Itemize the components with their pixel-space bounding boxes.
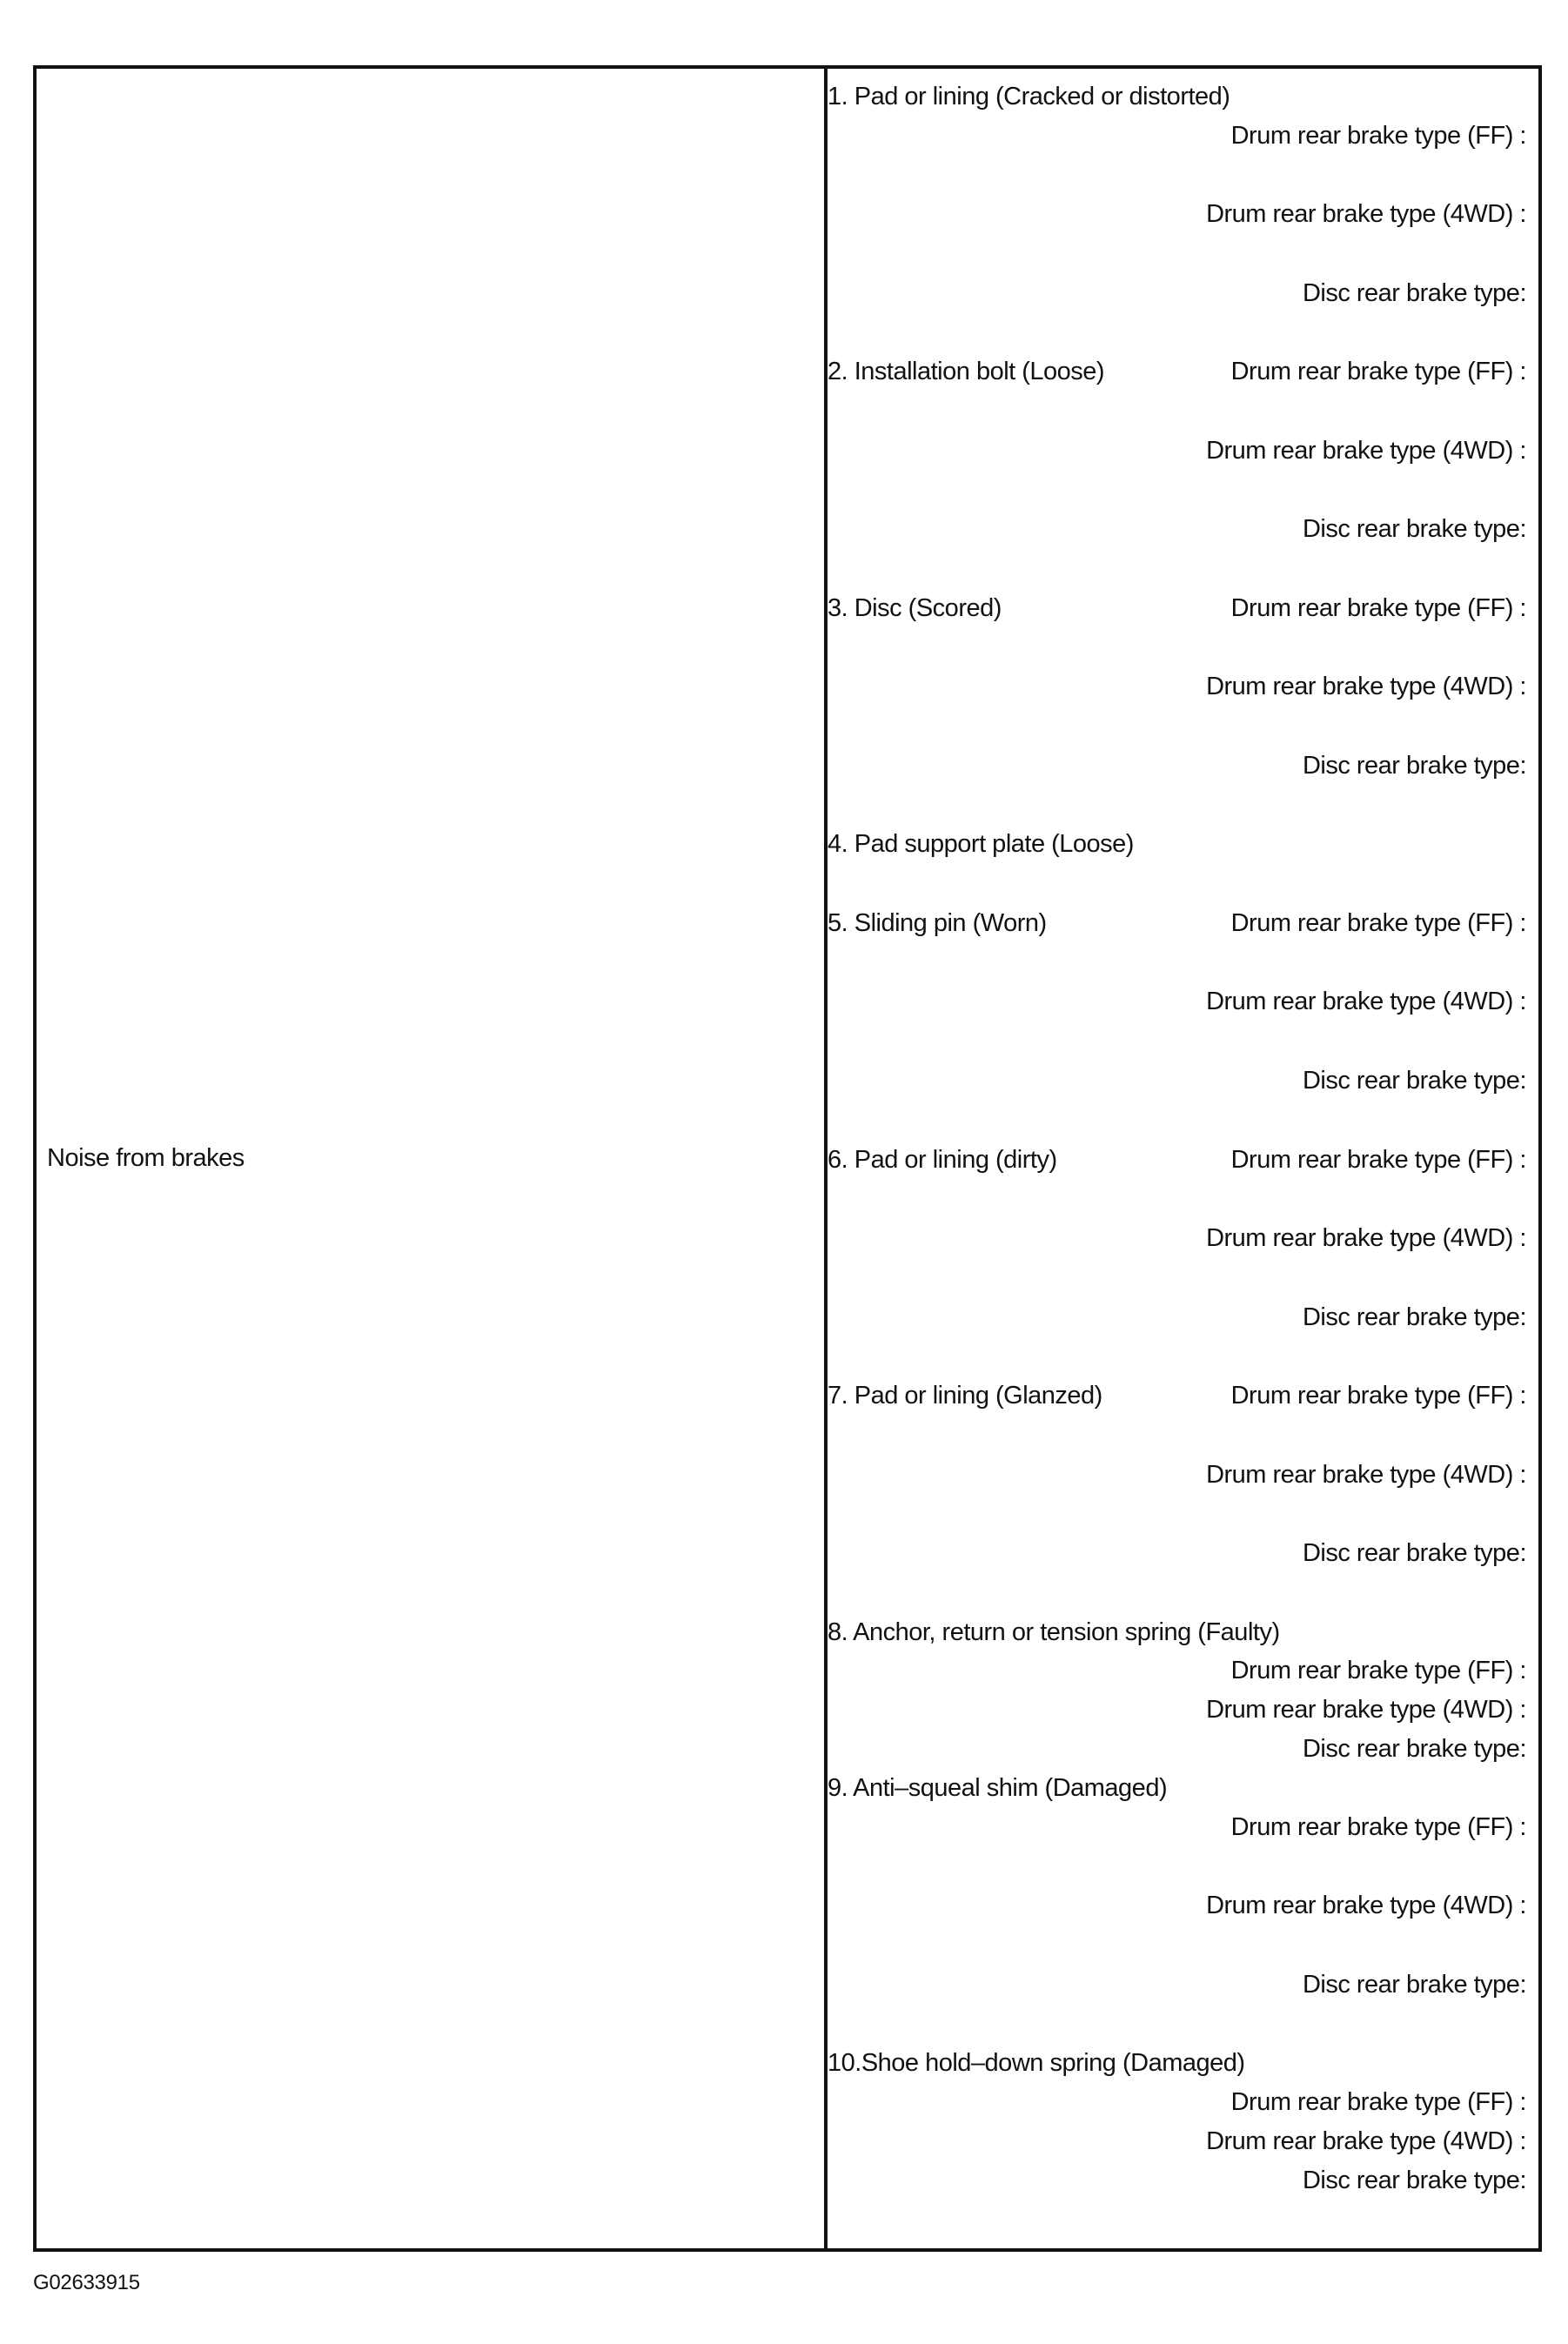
cause-3-type-ff: Drum rear brake type (FF) : — [1230, 594, 1526, 622]
cause-5-type-disc: Disc rear brake type: — [1302, 1067, 1526, 1095]
cause-8-label: 8. Anchor, return or tension spring (Faulty) — [828, 1618, 1280, 1646]
cause-3-type-4wd: Drum rear brake type (4WD) : — [1206, 673, 1526, 700]
cause-7-type-4wd: Drum rear brake type (4WD) : — [1206, 1461, 1526, 1489]
troubleshooting-table — [33, 65, 1542, 2252]
cause-10-label: 10.Shoe hold–down spring (Damaged) — [828, 2049, 1245, 2077]
cause-8-type-4wd: Drum rear brake type (4WD) : — [1206, 1696, 1526, 1724]
cause-5-label: 5. Sliding pin (Worn) — [828, 909, 1047, 937]
cause-5-type-ff: Drum rear brake type (FF) : — [1230, 909, 1526, 937]
cause-1-type-4wd: Drum rear brake type (4WD) : — [1206, 200, 1526, 228]
cause-6-label: 6. Pad or lining (dirty) — [828, 1146, 1057, 1174]
cause-7-type-ff: Drum rear brake type (FF) : — [1230, 1382, 1526, 1410]
figure-id: G02633915 — [33, 2271, 140, 2294]
cause-8-type-ff: Drum rear brake type (FF) : — [1230, 1657, 1526, 1684]
cause-2-type-ff: Drum rear brake type (FF) : — [1230, 358, 1526, 385]
cause-2-label: 2. Installation bolt (Loose) — [828, 358, 1105, 385]
cause-1-type-ff: Drum rear brake type (FF) : — [1230, 122, 1526, 150]
cause-6-type-ff: Drum rear brake type (FF) : — [1230, 1146, 1526, 1174]
cause-7-label: 7. Pad or lining (Glanzed) — [828, 1382, 1102, 1410]
cause-5-type-4wd: Drum rear brake type (4WD) : — [1206, 988, 1526, 1015]
cause-4-label: 4. Pad support plate (Loose) — [828, 830, 1134, 858]
cause-3-label: 3. Disc (Scored) — [828, 594, 1002, 622]
suspect-area-cell — [828, 69, 1538, 2248]
cause-6-type-disc: Disc rear brake type: — [1302, 1303, 1526, 1331]
cause-10-type-disc: Disc rear brake type: — [1302, 2167, 1526, 2194]
cause-9-label: 9. Anti–squeal shim (Damaged) — [828, 1774, 1168, 1802]
symptom-cell: Noise from brakes — [47, 1144, 245, 1172]
cause-10-type-4wd: Drum rear brake type (4WD) : — [1206, 2127, 1526, 2155]
cause-8-type-disc: Disc rear brake type: — [1302, 1735, 1526, 1763]
cause-6-type-4wd: Drum rear brake type (4WD) : — [1206, 1224, 1526, 1252]
cause-1-label: 1. Pad or lining (Cracked or distorted) — [828, 83, 1230, 111]
cause-1-type-disc: Disc rear brake type: — [1302, 279, 1526, 307]
cause-9-type-4wd: Drum rear brake type (4WD) : — [1206, 1892, 1526, 1919]
cause-2-type-disc: Disc rear brake type: — [1302, 515, 1526, 543]
cause-7-type-disc: Disc rear brake type: — [1302, 1539, 1526, 1567]
cause-2-type-4wd: Drum rear brake type (4WD) : — [1206, 437, 1526, 465]
cause-3-type-disc: Disc rear brake type: — [1302, 752, 1526, 780]
cause-9-type-disc: Disc rear brake type: — [1302, 1971, 1526, 1999]
cause-10-type-ff: Drum rear brake type (FF) : — [1230, 2088, 1526, 2116]
cause-9-type-ff: Drum rear brake type (FF) : — [1230, 1813, 1526, 1841]
